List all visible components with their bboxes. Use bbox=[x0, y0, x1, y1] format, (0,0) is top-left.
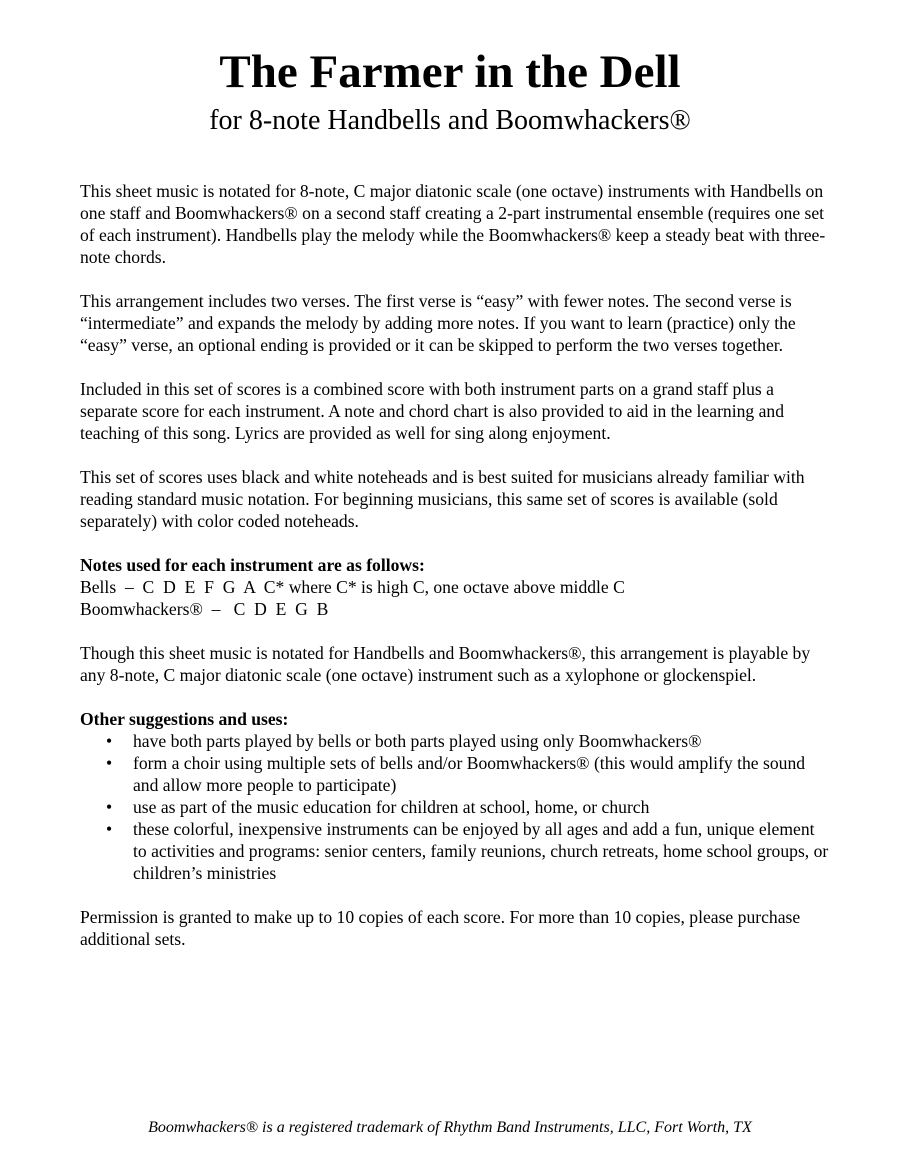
list-item-text: have both parts played by bells or both parts played using only Boomwhackers® bbox=[133, 731, 702, 751]
page-subtitle: for 8-note Handbells and Boomwhackers® bbox=[209, 105, 691, 136]
boomwhackers-notes: Boomwhackers® – C D E G B bbox=[80, 599, 329, 619]
bells-notes: Bells – C D E F G A C* where C* is high C, one octave above middle C bbox=[80, 577, 625, 597]
notes-heading: Notes used for each instrument are as follows: bbox=[80, 555, 425, 575]
list-item bbox=[106, 730, 830, 752]
bullet-icon: • bbox=[106, 731, 113, 751]
suggestions-list bbox=[80, 730, 830, 884]
list-item bbox=[106, 752, 830, 796]
list-item bbox=[106, 818, 830, 884]
document-body bbox=[80, 180, 830, 972]
intro-paragraph: This sheet music is notated for 8-note, C major diatonic scale (one octave) instruments with Handbells on one staff and Boomwhackers® on a second staff creating a 2-part instrumental ensemble (requires one set of each instrument). Handbells play the melody while the Boomwhackers® keep a steady beat with three-note chords. bbox=[80, 181, 826, 267]
suggestions-section bbox=[80, 708, 830, 884]
list-item bbox=[106, 796, 830, 818]
bullet-icon: • bbox=[106, 753, 113, 773]
verses-paragraph: This arrangement includes two verses. The first verse is “easy” with fewer notes. The second verse is “intermediate” and expands the melody by adding more notes. If you want to learn (practice) only the “easy” verse, an optional ending is provided or it can be skipped to perform the two verses together. bbox=[80, 291, 796, 355]
notes-section bbox=[80, 554, 830, 620]
scores-paragraph: Included in this set of scores is a combined score with both instrument parts on a grand staff plus a separate score for each instrument. A note and chord chart is also provided to aid in the learning and teaching of this song. Lyrics are provided as well for sing along enjoyment. bbox=[80, 379, 785, 443]
list-item-text: use as part of the music education for children at school, home, or church bbox=[133, 797, 650, 817]
playable-paragraph: Though this sheet music is notated for Handbells and Boomwhackers®, this arrangement is playable by any 8-note, C major diatonic scale (one octave) instrument such as a xylophone or glockenspiel. bbox=[80, 643, 811, 685]
bullet-icon: • bbox=[106, 797, 113, 817]
trademark-footer: Boomwhackers® is a registered trademark of Rhythm Band Instruments, LLC, Fort Worth, TX bbox=[148, 1119, 752, 1136]
list-item-text: form a choir using multiple sets of bells and/or Boomwhackers® (this would amplify the sound and allow more people to participate) bbox=[133, 753, 806, 795]
list-item-text: these colorful, inexpensive instruments can be enjoyed by all ages and add a fun, unique element to activities and programs: senior centers, family reunions, church retreats, home school groups, or children’s ministries bbox=[133, 819, 829, 883]
bullet-icon: • bbox=[106, 819, 113, 839]
noteheads-paragraph: This set of scores uses black and white noteheads and is best suited for musicians already familiar with reading standard music notation. For beginning musicians, this same set of scores is available (sold separately) with color coded noteheads. bbox=[80, 467, 805, 531]
suggestions-heading: Other suggestions and uses: bbox=[80, 709, 289, 729]
permission-paragraph: Permission is granted to make up to 10 copies of each score. For more than 10 copies, please purchase additional sets. bbox=[80, 907, 801, 949]
page-title: The Farmer in the Dell bbox=[219, 46, 681, 98]
